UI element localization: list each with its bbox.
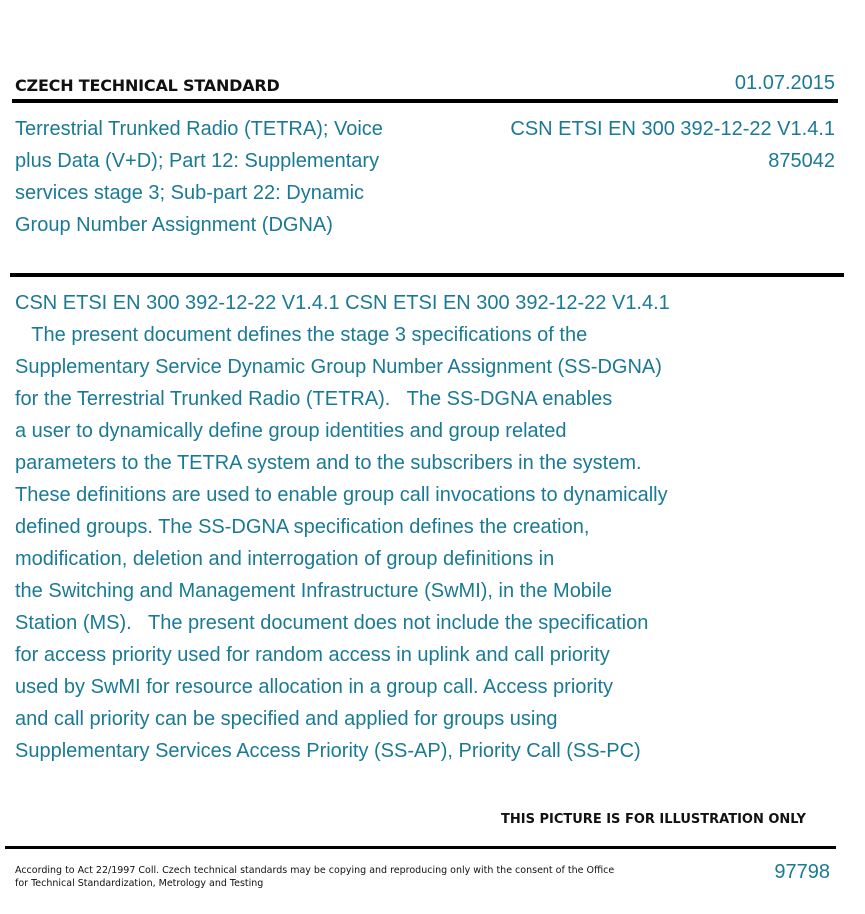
section-divider bbox=[10, 273, 844, 277]
publication-date: 01.07.2015 bbox=[734, 72, 835, 94]
abstract-line: These definitions are used to enable group call invocations to dynamically bbox=[15, 484, 668, 506]
abstract-line: for the Terrestrial Trunked Radio (TETRA). The SS-DGNA enables bbox=[15, 388, 613, 410]
abstract-line: for access priority used for random access in uplink and call priority bbox=[15, 644, 610, 666]
abstract-line: the Switching and Management Infrastructure (SwMI), in the Mobile bbox=[15, 580, 612, 602]
abstract-line: Station (MS). The present document does not include the specification bbox=[15, 612, 649, 634]
footer-divider bbox=[5, 846, 836, 849]
abstract-line: Supplementary Service Dynamic Group Number Assignment (SS-DGNA) bbox=[15, 356, 662, 378]
standard-title-line: Group Number Assignment (DGNA) bbox=[15, 214, 333, 236]
standard-title-line: Terrestrial Trunked Radio (TETRA); Voice bbox=[15, 118, 383, 140]
standard-designation: CSN ETSI EN 300 392-12-22 V1.4.1 bbox=[510, 118, 835, 140]
illustration-disclaimer: THIS PICTURE IS FOR ILLUSTRATION ONLY bbox=[501, 812, 806, 827]
abstract-line: a user to dynamically define group identities and group related bbox=[15, 420, 567, 442]
abstract-line: CSN ETSI EN 300 392-12-22 V1.4.1 CSN ETSI EN 300 392-12-22 V1.4.1 bbox=[15, 292, 670, 314]
abstract-line: and call priority can be specified and applied for groups using bbox=[15, 708, 558, 730]
standard-title bbox=[15, 113, 435, 241]
abstract-line: defined groups. The SS-DGNA specification defines the creation, bbox=[15, 516, 590, 538]
standard-title-line: plus Data (V+D); Part 12: Supplementary bbox=[15, 150, 380, 172]
legal-notice-line: for Technical Standardization, Metrology and Testing bbox=[15, 878, 264, 889]
catalog-number: 875042 bbox=[768, 150, 835, 172]
abstract-line: The present document defines the stage 3 specifications of the bbox=[15, 324, 588, 346]
abstract-line: modification, deletion and interrogation of group definitions in bbox=[15, 548, 555, 570]
standard-identifier bbox=[510, 113, 835, 177]
abstract-text bbox=[15, 287, 845, 767]
document-type-heading: CZECH TECHNICAL STANDARD bbox=[15, 76, 280, 95]
legal-notice-line: According to Act 22/1997 Coll. Czech technical standards may be copying and reproducing only with the consent of the Office bbox=[15, 865, 615, 876]
abstract-line: parameters to the TETRA system and to the subscribers in the system. bbox=[15, 452, 642, 474]
document-number: 97798 bbox=[774, 861, 830, 883]
header-divider bbox=[12, 99, 838, 103]
legal-notice bbox=[15, 864, 615, 890]
abstract-line: Supplementary Services Access Priority (SS-AP), Priority Call (SS-PC) bbox=[15, 740, 641, 762]
standard-title-line: services stage 3; Sub-part 22: Dynamic bbox=[15, 182, 365, 204]
abstract-line: used by SwMI for resource allocation in a group call. Access priority bbox=[15, 676, 614, 698]
